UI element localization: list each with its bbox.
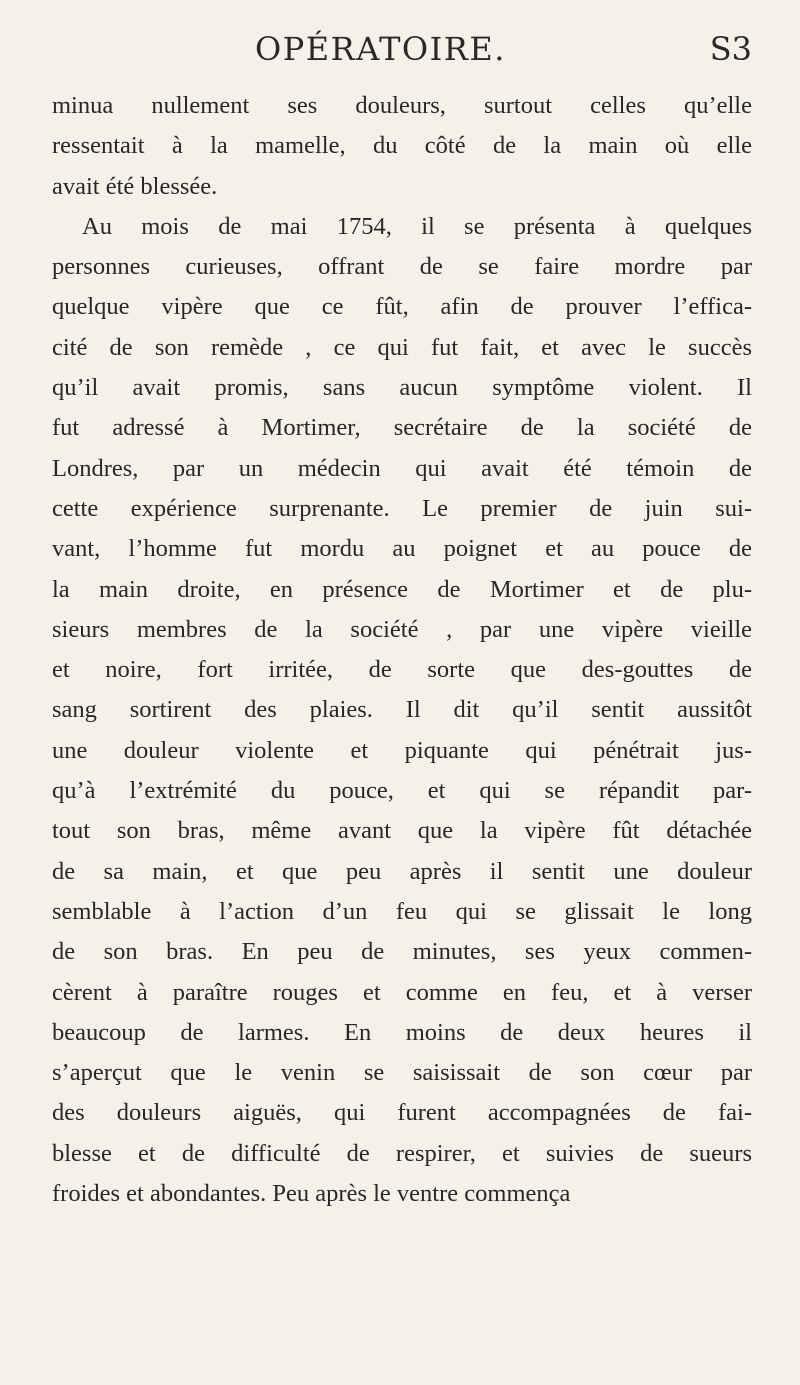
- text-line: la main droite, en présence de Mortimer et de plu-: [52, 575, 752, 603]
- text-line: personnes curieuses, offrant de se faire mordre par: [52, 253, 752, 281]
- text-line: ressentait à la mamelle, du côté de la main où elle: [52, 132, 752, 160]
- text-line: s’aperçut que le venin se saisissait de son cœur par: [52, 1059, 752, 1087]
- text-line: et noire, fort irritée, de sorte que des-gouttes de: [52, 656, 752, 684]
- text-line: cèrent à paraître rouges et comme en feu, et à verser: [52, 978, 752, 1006]
- text-line: froides et abondantes. Peu après le ventre commença: [52, 1180, 571, 1208]
- text-line: avait été blessée.: [52, 172, 218, 200]
- text-line: fut adressé à Mortimer, secrétaire de la société de: [52, 414, 752, 442]
- text-line: Londres, par un médecin qui avait été témoin de: [52, 454, 752, 482]
- page-header: [40, 30, 760, 80]
- text-line: cette expérience surprenante. Le premier de juin sui-: [52, 494, 752, 522]
- text-line: blesse et de difficulté de respirer, et suivies de sueurs: [52, 1139, 752, 1167]
- text-line: Au mois de mai 1754, il se présenta à quelques: [82, 212, 752, 240]
- text-line: une douleur violente et piquante qui pénétrait jus-: [52, 736, 752, 764]
- text-line: des douleurs aiguës, qui furent accompagnées de fai-: [52, 1099, 752, 1127]
- body-text: [52, 86, 752, 1214]
- text-line: beaucoup de larmes. En moins de deux heures il: [52, 1018, 752, 1046]
- text-line: de son bras. En peu de minutes, ses yeux commen-: [52, 938, 752, 966]
- text-line: sang sortirent des plaies. Il dit qu’il sentit aussitôt: [52, 696, 752, 724]
- running-title: OPÉRATOIRE.: [255, 30, 506, 68]
- page-number: S3: [709, 30, 752, 68]
- text-line: cité de son remède , ce qui fut fait, et avec le succès: [52, 333, 752, 361]
- text-line: qu’il avait promis, sans aucun symptôme violent. Il: [52, 374, 752, 402]
- text-line: semblable à l’action d’un feu qui se glissait le long: [52, 897, 752, 925]
- text-line: de sa main, et que peu après il sentit une douleur: [52, 857, 752, 885]
- text-line: qu’à l’extrémité du pouce, et qui se répandit par-: [52, 777, 752, 805]
- text-line: minua nullement ses douleurs, surtout celles qu’elle: [52, 92, 752, 119]
- text-line: tout son bras, même avant que la vipère fût détachée: [52, 817, 752, 845]
- text-line: vant, l’homme fut mordu au poignet et au pouce de: [52, 535, 752, 563]
- text-line: quelque vipère que ce fût, afin de prouver l’effica-: [52, 293, 752, 321]
- text-line: sieurs membres de la société , par une vipère vieille: [52, 615, 752, 643]
